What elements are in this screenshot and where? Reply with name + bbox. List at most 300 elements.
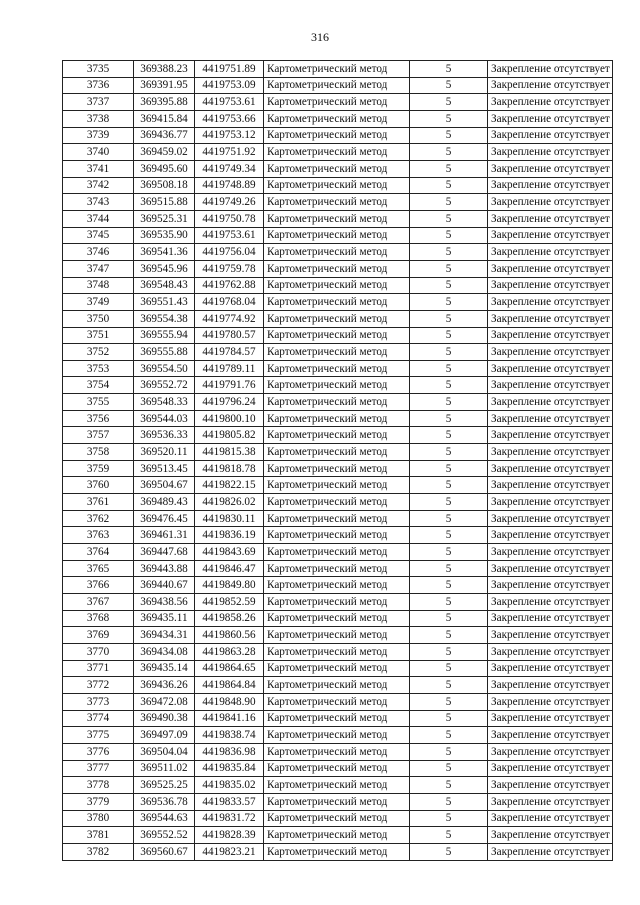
y-coordinate-cell: 4419800.10 — [195, 410, 264, 427]
y-coordinate-cell: 4419858.26 — [195, 610, 264, 627]
accuracy-cell: 5 — [410, 560, 488, 577]
method-cell: Картометрический метод — [264, 643, 410, 660]
table-row — [63, 77, 613, 94]
fixing-cell: Закрепление отсутствует — [488, 510, 613, 527]
table-row — [63, 610, 613, 627]
accuracy-cell: 5 — [410, 394, 488, 411]
x-coordinate-cell: 369544.63 — [134, 810, 195, 827]
x-coordinate-cell: 369435.11 — [134, 610, 195, 627]
table-row — [63, 460, 613, 477]
y-coordinate-cell: 4419749.34 — [195, 160, 264, 177]
fixing-cell: Закрепление отсутствует — [488, 160, 613, 177]
point-number-cell: 3740 — [63, 144, 134, 161]
point-number-cell: 3772 — [63, 677, 134, 694]
x-coordinate-cell: 369545.96 — [134, 260, 195, 277]
point-number-cell: 3775 — [63, 727, 134, 744]
accuracy-cell: 5 — [410, 743, 488, 760]
point-number-cell: 3752 — [63, 344, 134, 361]
method-cell: Картометрический метод — [264, 310, 410, 327]
accuracy-cell: 5 — [410, 777, 488, 794]
point-number-cell: 3777 — [63, 760, 134, 777]
point-number-cell: 3768 — [63, 610, 134, 627]
accuracy-cell: 5 — [410, 77, 488, 94]
method-cell: Картометрический метод — [264, 843, 410, 860]
x-coordinate-cell: 369554.38 — [134, 310, 195, 327]
method-cell: Картометрический метод — [264, 210, 410, 227]
table-row — [63, 360, 613, 377]
y-coordinate-cell: 4419749.26 — [195, 194, 264, 211]
table-row — [63, 827, 613, 844]
accuracy-cell: 5 — [410, 827, 488, 844]
point-number-cell: 3776 — [63, 743, 134, 760]
fixing-cell: Закрепление отсутствует — [488, 260, 613, 277]
point-number-cell: 3742 — [63, 177, 134, 194]
fixing-cell: Закрепление отсутствует — [488, 577, 613, 594]
coordinates-table — [62, 60, 613, 861]
accuracy-cell: 5 — [410, 610, 488, 627]
table-row — [63, 144, 613, 161]
accuracy-cell: 5 — [410, 227, 488, 244]
method-cell: Картометрический метод — [264, 444, 410, 461]
fixing-cell: Закрепление отсутствует — [488, 94, 613, 111]
y-coordinate-cell: 4419768.04 — [195, 294, 264, 311]
point-number-cell: 3746 — [63, 244, 134, 261]
accuracy-cell: 5 — [410, 677, 488, 694]
method-cell: Картометрический метод — [264, 560, 410, 577]
table-row — [63, 160, 613, 177]
x-coordinate-cell: 369555.94 — [134, 327, 195, 344]
method-cell: Картометрический метод — [264, 577, 410, 594]
table-row — [63, 677, 613, 694]
y-coordinate-cell: 4419815.38 — [195, 444, 264, 461]
fixing-cell: Закрепление отсутствует — [488, 743, 613, 760]
table-row — [63, 710, 613, 727]
x-coordinate-cell: 369490.38 — [134, 710, 195, 727]
fixing-cell: Закрепление отсутствует — [488, 177, 613, 194]
method-cell: Картометрический метод — [264, 544, 410, 561]
method-cell: Картометрический метод — [264, 244, 410, 261]
table-row — [63, 494, 613, 511]
y-coordinate-cell: 4419753.61 — [195, 227, 264, 244]
point-number-cell: 3758 — [63, 444, 134, 461]
fixing-cell: Закрепление отсутствует — [488, 310, 613, 327]
y-coordinate-cell: 4419838.74 — [195, 727, 264, 744]
point-number-cell: 3764 — [63, 544, 134, 561]
point-number-cell: 3770 — [63, 643, 134, 660]
point-number-cell: 3773 — [63, 693, 134, 710]
point-number-cell: 3753 — [63, 360, 134, 377]
accuracy-cell: 5 — [410, 510, 488, 527]
x-coordinate-cell: 369434.08 — [134, 643, 195, 660]
point-number-cell: 3741 — [63, 160, 134, 177]
point-number-cell: 3767 — [63, 594, 134, 611]
x-coordinate-cell: 369536.33 — [134, 427, 195, 444]
y-coordinate-cell: 4419830.11 — [195, 510, 264, 527]
accuracy-cell: 5 — [410, 327, 488, 344]
accuracy-cell: 5 — [410, 310, 488, 327]
fixing-cell: Закрепление отсутствует — [488, 710, 613, 727]
y-coordinate-cell: 4419805.82 — [195, 427, 264, 444]
method-cell: Картометрический метод — [264, 360, 410, 377]
method-cell: Картометрический метод — [264, 410, 410, 427]
fixing-cell: Закрепление отсутствует — [488, 127, 613, 144]
accuracy-cell: 5 — [410, 544, 488, 561]
fixing-cell: Закрепление отсутствует — [488, 477, 613, 494]
x-coordinate-cell: 369435.14 — [134, 660, 195, 677]
table-row — [63, 843, 613, 860]
point-number-cell: 3755 — [63, 394, 134, 411]
point-number-cell: 3754 — [63, 377, 134, 394]
method-cell: Картометрический метод — [264, 743, 410, 760]
accuracy-cell: 5 — [410, 793, 488, 810]
fixing-cell: Закрепление отсутствует — [488, 360, 613, 377]
x-coordinate-cell: 369504.04 — [134, 743, 195, 760]
method-cell: Картометрический метод — [264, 710, 410, 727]
x-coordinate-cell: 369436.26 — [134, 677, 195, 694]
method-cell: Картометрический метод — [264, 677, 410, 694]
point-number-cell: 3739 — [63, 127, 134, 144]
y-coordinate-cell: 4419753.09 — [195, 77, 264, 94]
method-cell: Картометрический метод — [264, 194, 410, 211]
table-row — [63, 527, 613, 544]
method-cell: Картометрический метод — [264, 510, 410, 527]
method-cell: Картометрический метод — [264, 327, 410, 344]
y-coordinate-cell: 4419860.56 — [195, 627, 264, 644]
fixing-cell: Закрепление отсутствует — [488, 527, 613, 544]
accuracy-cell: 5 — [410, 344, 488, 361]
method-cell: Картометрический метод — [264, 727, 410, 744]
y-coordinate-cell: 4419841.16 — [195, 710, 264, 727]
table-row — [63, 94, 613, 111]
accuracy-cell: 5 — [410, 210, 488, 227]
fixing-cell: Закрепление отсутствует — [488, 344, 613, 361]
fixing-cell: Закрепление отсутствует — [488, 760, 613, 777]
method-cell: Картометрический метод — [264, 177, 410, 194]
accuracy-cell: 5 — [410, 94, 488, 111]
y-coordinate-cell: 4419753.66 — [195, 110, 264, 127]
method-cell: Картометрический метод — [264, 61, 410, 78]
fixing-cell: Закрепление отсутствует — [488, 693, 613, 710]
method-cell: Картометрический метод — [264, 793, 410, 810]
accuracy-cell: 5 — [410, 377, 488, 394]
y-coordinate-cell: 4419753.12 — [195, 127, 264, 144]
method-cell: Картометрический метод — [264, 494, 410, 511]
table-row — [63, 810, 613, 827]
fixing-cell: Закрепление отсутствует — [488, 544, 613, 561]
table-row — [63, 627, 613, 644]
accuracy-cell: 5 — [410, 810, 488, 827]
method-cell: Картометрический метод — [264, 160, 410, 177]
y-coordinate-cell: 4419750.78 — [195, 210, 264, 227]
fixing-cell: Закрепление отсутствует — [488, 643, 613, 660]
point-number-cell: 3744 — [63, 210, 134, 227]
point-number-cell: 3735 — [63, 61, 134, 78]
x-coordinate-cell: 369459.02 — [134, 144, 195, 161]
point-number-cell: 3759 — [63, 460, 134, 477]
fixing-cell: Закрепление отсутствует — [488, 110, 613, 127]
point-number-cell: 3762 — [63, 510, 134, 527]
fixing-cell: Закрепление отсутствует — [488, 777, 613, 794]
method-cell: Картометрический метод — [264, 77, 410, 94]
fixing-cell: Закрепление отсутствует — [488, 244, 613, 261]
x-coordinate-cell: 369476.45 — [134, 510, 195, 527]
x-coordinate-cell: 369525.31 — [134, 210, 195, 227]
table-row — [63, 594, 613, 611]
point-number-cell: 3743 — [63, 194, 134, 211]
y-coordinate-cell: 4419833.57 — [195, 793, 264, 810]
y-coordinate-cell: 4419780.57 — [195, 327, 264, 344]
method-cell: Картометрический метод — [264, 594, 410, 611]
point-number-cell: 3769 — [63, 627, 134, 644]
table-row — [63, 643, 613, 660]
point-number-cell: 3765 — [63, 560, 134, 577]
table-row — [63, 310, 613, 327]
x-coordinate-cell: 369536.78 — [134, 793, 195, 810]
x-coordinate-cell: 369415.84 — [134, 110, 195, 127]
method-cell: Картометрический метод — [264, 460, 410, 477]
fixing-cell: Закрепление отсутствует — [488, 144, 613, 161]
accuracy-cell: 5 — [410, 277, 488, 294]
accuracy-cell: 5 — [410, 410, 488, 427]
table-row — [63, 544, 613, 561]
fixing-cell: Закрепление отсутствует — [488, 810, 613, 827]
table-row — [63, 777, 613, 794]
table-row — [63, 727, 613, 744]
fixing-cell: Закрепление отсутствует — [488, 227, 613, 244]
fixing-cell: Закрепление отсутствует — [488, 194, 613, 211]
table-row — [63, 327, 613, 344]
y-coordinate-cell: 4419852.59 — [195, 594, 264, 611]
page-number: 316 — [311, 30, 329, 44]
y-coordinate-cell: 4419848.90 — [195, 693, 264, 710]
accuracy-cell: 5 — [410, 477, 488, 494]
coordinates-table-body — [63, 61, 613, 861]
accuracy-cell: 5 — [410, 177, 488, 194]
x-coordinate-cell: 369554.50 — [134, 360, 195, 377]
method-cell: Картометрический метод — [264, 127, 410, 144]
x-coordinate-cell: 369508.18 — [134, 177, 195, 194]
fixing-cell: Закрепление отсутствует — [488, 610, 613, 627]
y-coordinate-cell: 4419836.98 — [195, 743, 264, 760]
x-coordinate-cell: 369447.68 — [134, 544, 195, 561]
method-cell: Картометрический метод — [264, 260, 410, 277]
table-row — [63, 294, 613, 311]
accuracy-cell: 5 — [410, 494, 488, 511]
x-coordinate-cell: 369551.43 — [134, 294, 195, 311]
method-cell: Картометрический метод — [264, 527, 410, 544]
point-number-cell: 3736 — [63, 77, 134, 94]
fixing-cell: Закрепление отсутствует — [488, 660, 613, 677]
accuracy-cell: 5 — [410, 693, 488, 710]
x-coordinate-cell: 369472.08 — [134, 693, 195, 710]
x-coordinate-cell: 369548.33 — [134, 394, 195, 411]
x-coordinate-cell: 369552.72 — [134, 377, 195, 394]
point-number-cell: 3766 — [63, 577, 134, 594]
accuracy-cell: 5 — [410, 643, 488, 660]
x-coordinate-cell: 369535.90 — [134, 227, 195, 244]
method-cell: Картометрический метод — [264, 810, 410, 827]
y-coordinate-cell: 4419843.69 — [195, 544, 264, 561]
fixing-cell: Закрепление отсутствует — [488, 210, 613, 227]
y-coordinate-cell: 4419835.02 — [195, 777, 264, 794]
table-row — [63, 277, 613, 294]
fixing-cell: Закрепление отсутствует — [488, 327, 613, 344]
table-row — [63, 127, 613, 144]
y-coordinate-cell: 4419846.47 — [195, 560, 264, 577]
y-coordinate-cell: 4419826.02 — [195, 494, 264, 511]
point-number-cell: 3747 — [63, 260, 134, 277]
accuracy-cell: 5 — [410, 127, 488, 144]
table-row — [63, 444, 613, 461]
x-coordinate-cell: 369497.09 — [134, 727, 195, 744]
method-cell: Картометрический метод — [264, 827, 410, 844]
y-coordinate-cell: 4419762.88 — [195, 277, 264, 294]
method-cell: Картометрический метод — [264, 377, 410, 394]
method-cell: Картометрический метод — [264, 760, 410, 777]
x-coordinate-cell: 369388.23 — [134, 61, 195, 78]
point-number-cell: 3780 — [63, 810, 134, 827]
accuracy-cell: 5 — [410, 360, 488, 377]
x-coordinate-cell: 369395.88 — [134, 94, 195, 111]
table-row — [63, 660, 613, 677]
method-cell: Картометрический метод — [264, 777, 410, 794]
y-coordinate-cell: 4419791.76 — [195, 377, 264, 394]
x-coordinate-cell: 369525.25 — [134, 777, 195, 794]
fixing-cell: Закрепление отсутствует — [488, 560, 613, 577]
method-cell: Картометрический метод — [264, 627, 410, 644]
table-row — [63, 177, 613, 194]
y-coordinate-cell: 4419751.92 — [195, 144, 264, 161]
point-number-cell: 3761 — [63, 494, 134, 511]
accuracy-cell: 5 — [410, 627, 488, 644]
x-coordinate-cell: 369511.02 — [134, 760, 195, 777]
method-cell: Картометрический метод — [264, 94, 410, 111]
y-coordinate-cell: 4419822.15 — [195, 477, 264, 494]
y-coordinate-cell: 4419784.57 — [195, 344, 264, 361]
method-cell: Картометрический метод — [264, 277, 410, 294]
table-row — [63, 394, 613, 411]
method-cell: Картометрический метод — [264, 427, 410, 444]
y-coordinate-cell: 4419823.21 — [195, 843, 264, 860]
accuracy-cell: 5 — [410, 194, 488, 211]
accuracy-cell: 5 — [410, 727, 488, 744]
x-coordinate-cell: 369552.52 — [134, 827, 195, 844]
point-number-cell: 3760 — [63, 477, 134, 494]
table-row — [63, 560, 613, 577]
y-coordinate-cell: 4419836.19 — [195, 527, 264, 544]
accuracy-cell: 5 — [410, 160, 488, 177]
table-row — [63, 110, 613, 127]
y-coordinate-cell: 4419753.61 — [195, 94, 264, 111]
fixing-cell: Закрепление отсутствует — [488, 394, 613, 411]
accuracy-cell: 5 — [410, 577, 488, 594]
point-number-cell: 3757 — [63, 427, 134, 444]
fixing-cell: Закрепление отсутствует — [488, 277, 613, 294]
point-number-cell: 3756 — [63, 410, 134, 427]
table-row — [63, 427, 613, 444]
point-number-cell: 3750 — [63, 310, 134, 327]
table-row — [63, 793, 613, 810]
table-row — [63, 210, 613, 227]
point-number-cell: 3781 — [63, 827, 134, 844]
table-row — [63, 410, 613, 427]
fixing-cell: Закрепление отсутствует — [488, 677, 613, 694]
fixing-cell: Закрепление отсутствует — [488, 77, 613, 94]
y-coordinate-cell: 4419831.72 — [195, 810, 264, 827]
fixing-cell: Закрепление отсутствует — [488, 410, 613, 427]
x-coordinate-cell: 369504.67 — [134, 477, 195, 494]
point-number-cell: 3745 — [63, 227, 134, 244]
y-coordinate-cell: 4419864.65 — [195, 660, 264, 677]
accuracy-cell: 5 — [410, 710, 488, 727]
point-number-cell: 3774 — [63, 710, 134, 727]
table-row — [63, 344, 613, 361]
method-cell: Картометрический метод — [264, 693, 410, 710]
y-coordinate-cell: 4419748.89 — [195, 177, 264, 194]
point-number-cell: 3778 — [63, 777, 134, 794]
table-row — [63, 477, 613, 494]
method-cell: Картометрический метод — [264, 144, 410, 161]
fixing-cell: Закрепление отсутствует — [488, 727, 613, 744]
table-row — [63, 377, 613, 394]
x-coordinate-cell: 369434.31 — [134, 627, 195, 644]
y-coordinate-cell: 4419796.24 — [195, 394, 264, 411]
accuracy-cell: 5 — [410, 460, 488, 477]
y-coordinate-cell: 4419864.84 — [195, 677, 264, 694]
x-coordinate-cell: 369391.95 — [134, 77, 195, 94]
fixing-cell: Закрепление отсутствует — [488, 61, 613, 78]
accuracy-cell: 5 — [410, 144, 488, 161]
point-number-cell: 3748 — [63, 277, 134, 294]
method-cell: Картометрический метод — [264, 394, 410, 411]
accuracy-cell: 5 — [410, 444, 488, 461]
accuracy-cell: 5 — [410, 294, 488, 311]
accuracy-cell: 5 — [410, 427, 488, 444]
point-number-cell: 3782 — [63, 843, 134, 860]
x-coordinate-cell: 369436.77 — [134, 127, 195, 144]
accuracy-cell: 5 — [410, 110, 488, 127]
point-number-cell: 3763 — [63, 527, 134, 544]
accuracy-cell: 5 — [410, 61, 488, 78]
x-coordinate-cell: 369438.56 — [134, 594, 195, 611]
x-coordinate-cell: 369515.88 — [134, 194, 195, 211]
point-number-cell: 3771 — [63, 660, 134, 677]
accuracy-cell: 5 — [410, 527, 488, 544]
y-coordinate-cell: 4419774.92 — [195, 310, 264, 327]
x-coordinate-cell: 369513.45 — [134, 460, 195, 477]
y-coordinate-cell: 4419849.80 — [195, 577, 264, 594]
y-coordinate-cell: 4419818.78 — [195, 460, 264, 477]
table-row — [63, 693, 613, 710]
y-coordinate-cell: 4419835.84 — [195, 760, 264, 777]
fixing-cell: Закрепление отсутствует — [488, 444, 613, 461]
point-number-cell: 3738 — [63, 110, 134, 127]
x-coordinate-cell: 369440.67 — [134, 577, 195, 594]
table-row — [63, 577, 613, 594]
y-coordinate-cell: 4419828.39 — [195, 827, 264, 844]
x-coordinate-cell: 369541.36 — [134, 244, 195, 261]
method-cell: Картометрический метод — [264, 227, 410, 244]
fixing-cell: Закрепление отсутствует — [488, 827, 613, 844]
fixing-cell: Закрепление отсутствует — [488, 627, 613, 644]
table-row — [63, 244, 613, 261]
fixing-cell: Закрепление отсутствует — [488, 843, 613, 860]
table-row — [63, 743, 613, 760]
accuracy-cell: 5 — [410, 244, 488, 261]
point-number-cell: 3751 — [63, 327, 134, 344]
point-number-cell: 3779 — [63, 793, 134, 810]
fixing-cell: Закрепление отсутствует — [488, 377, 613, 394]
